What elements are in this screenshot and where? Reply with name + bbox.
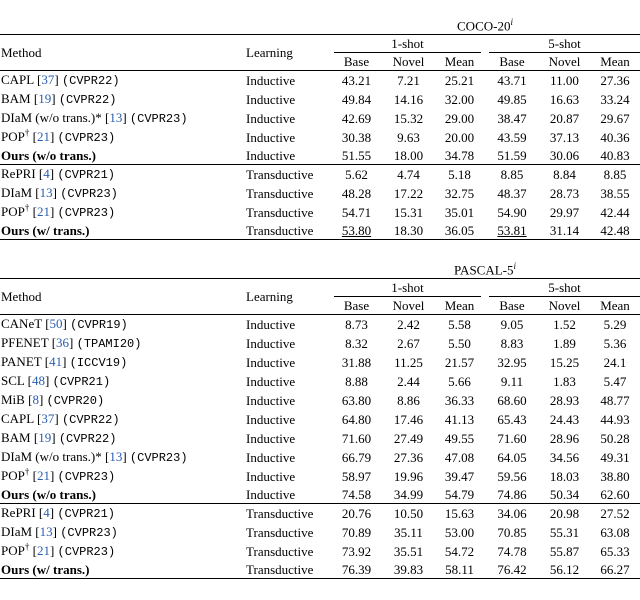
dagger-mark: † — [24, 203, 30, 213]
value-cell: 15.32 — [393, 111, 424, 127]
citation-link[interactable]: 37 — [41, 72, 55, 88]
learning-cell: Transductive — [246, 222, 330, 240]
venue-tag: (CVPR21) — [57, 507, 115, 522]
value-cell: 74.78 — [497, 544, 527, 560]
venue-tag: (ICCV19) — [69, 356, 128, 371]
metric-header: Novel — [548, 298, 581, 314]
value-cell: 5.47 — [603, 374, 627, 390]
value-cell: 39.47 — [444, 469, 475, 485]
value-cell: 51.59 — [497, 148, 527, 164]
value-cell: 8.85 — [485, 165, 539, 185]
value-cell: 66.79 — [341, 450, 372, 466]
value-cell: 9.11 — [500, 374, 524, 390]
table-row — [0, 147, 640, 165]
value-cell: 50.28 — [600, 431, 630, 447]
table-row — [0, 486, 640, 504]
method-cell: BAM [19] (CVPR22) — [1, 430, 117, 447]
method-name: CAPL — [1, 72, 34, 88]
value-cell: 62.60 — [600, 487, 630, 503]
value-cell: 1.52 — [539, 315, 590, 335]
value-cell: 18.03 — [549, 469, 580, 485]
method-name: DIaM (w/o trans.)* — [1, 110, 102, 126]
method-cell: BAM [19] (CVPR22) — [1, 91, 117, 108]
value-cell: 54.72 — [444, 544, 475, 560]
citation-link[interactable]: 21 — [36, 468, 50, 484]
learning-cell: Inductive — [246, 469, 296, 485]
table-row — [0, 429, 640, 448]
venue-tag: (CVPR23) — [129, 451, 188, 466]
learning-cell: Inductive — [246, 71, 330, 91]
value-cell: 24.1 — [603, 355, 627, 371]
table-body — [0, 71, 640, 240]
metric-header: Base — [499, 298, 525, 314]
value-cell: 8.73 — [330, 315, 383, 335]
learning-cell: Transductive — [246, 561, 330, 579]
method-cell: PFENET [36] (TPAMI20) — [1, 335, 142, 352]
method-cell: DIaM (w/o trans.)* [13] (CVPR23) — [1, 449, 188, 466]
value-cell: 7.21 — [383, 71, 434, 91]
value-cell: 33.24 — [600, 92, 630, 108]
value-cell: 74.86 — [497, 487, 527, 503]
method-name: PANET — [1, 354, 42, 370]
value-cell: 8.84 — [539, 165, 590, 185]
value-cell: 58.11 — [434, 561, 485, 579]
value-cell: 63.80 — [341, 393, 372, 409]
value-cell: 30.38 — [341, 130, 372, 146]
method-cell: RePRI [4] (CVPR21) — [0, 504, 246, 524]
value-cell: 68.60 — [497, 393, 527, 409]
method-cell: PANET [41] (ICCV19) — [1, 354, 128, 371]
method-cell: POP† [21] (CVPR23) — [1, 542, 116, 560]
venue-tag: (CVPR22) — [58, 432, 117, 447]
venue-tag: (CVPR19) — [70, 318, 128, 333]
value-cell: 27.49 — [393, 431, 424, 447]
value-cell: 20.00 — [444, 130, 475, 146]
value-cell: 11.25 — [394, 355, 423, 371]
method-cell: DIaM [13] (CVPR23) — [1, 185, 118, 202]
citation-link[interactable]: 13 — [109, 449, 123, 465]
value-cell: 1.89 — [553, 336, 576, 352]
table-row — [0, 90, 640, 109]
citation-link[interactable]: 37 — [41, 411, 55, 427]
value-cell: 5.18 — [434, 165, 485, 185]
value-cell: 20.87 — [549, 111, 580, 127]
value-cell: 11.00 — [539, 71, 590, 91]
value-cell: 5.62 — [330, 165, 383, 185]
table-row — [0, 222, 640, 240]
citation-link[interactable]: 4 — [43, 166, 50, 182]
value-cell: 65.33 — [600, 544, 630, 560]
value-cell: 1.83 — [553, 374, 576, 390]
value-cell: 58.97 — [341, 469, 372, 485]
venue-tag: (CVPR22) — [61, 74, 120, 89]
learning-cell: Inductive — [246, 315, 330, 335]
method-name: RePRI — [1, 166, 36, 182]
value-cell: 8.32 — [345, 336, 368, 352]
value-cell: 40.36 — [600, 130, 630, 146]
value-cell: 50.34 — [549, 487, 580, 503]
learning-cell: Inductive — [246, 130, 296, 146]
citation-link[interactable]: 21 — [36, 129, 50, 145]
learning-header: Learning — [246, 35, 330, 71]
value-cell: 54.71 — [341, 205, 372, 221]
dagger-mark: † — [24, 467, 30, 477]
method-header: Method — [0, 35, 246, 71]
learning-cell: Transductive — [246, 165, 330, 185]
table-row — [0, 165, 640, 185]
value-cell: 27.52 — [590, 504, 640, 524]
metric-header: Mean — [444, 54, 475, 70]
method-name: POP — [1, 129, 25, 145]
value-cell: 49.84 — [341, 92, 372, 108]
learning-cell: Inductive — [246, 393, 296, 409]
table-row — [0, 561, 640, 579]
venue-tag: (CVPR23) — [57, 470, 116, 485]
value-cell: 34.99 — [393, 487, 424, 503]
table-row — [0, 504, 640, 524]
method-name: CANeT — [1, 316, 42, 332]
method-name: CAPL — [1, 411, 34, 427]
value-cell: 19.96 — [393, 469, 424, 485]
table-row — [0, 410, 640, 429]
method-name: MiB — [1, 392, 25, 408]
learning-cell: Inductive — [246, 92, 296, 108]
value-cell: 35.01 — [444, 205, 475, 221]
value-cell: 65.43 — [497, 412, 527, 428]
value-cell: 17.22 — [393, 186, 424, 202]
value-cell: 5.58 — [434, 315, 485, 335]
table-row — [0, 542, 640, 561]
learning-cell: Inductive — [246, 412, 296, 428]
shot-header: 1-shot — [334, 279, 481, 297]
value-cell: 2.44 — [397, 374, 420, 390]
table-row — [0, 523, 640, 542]
value-cell: 20.98 — [539, 504, 590, 524]
coco-results-table — [0, 14, 640, 240]
learning-cell: Inductive — [246, 111, 296, 127]
learning-cell: Inductive — [246, 336, 296, 352]
learning-cell: Inductive — [246, 148, 296, 164]
value-cell: 32.75 — [444, 186, 475, 202]
value-cell: 56.12 — [539, 561, 590, 579]
learning-header: Learning — [246, 279, 330, 315]
value-cell: 73.92 — [341, 544, 372, 560]
value-cell: 5.66 — [448, 374, 471, 390]
value-cell: 51.55 — [341, 148, 372, 164]
value-cell: 70.85 — [497, 525, 527, 541]
value-cell: 18.00 — [393, 148, 424, 164]
value-cell: 20.76 — [330, 504, 383, 524]
citation-link[interactable]: 36 — [56, 335, 70, 351]
method-cell: DIaM (w/o trans.)* [13] (CVPR23) — [1, 110, 188, 127]
table-row — [0, 109, 640, 128]
value-cell: 32.95 — [497, 355, 527, 371]
method-cell — [0, 222, 246, 240]
value-cell: 59.56 — [497, 469, 527, 485]
value-cell: 34.78 — [444, 148, 475, 164]
value-cell: 29.67 — [600, 111, 630, 127]
method-name: Ours (w/o trans.) — [1, 487, 96, 503]
dagger-mark: † — [24, 542, 30, 552]
value-cell: 18.30 — [383, 222, 434, 240]
value-cell: 47.08 — [444, 450, 475, 466]
method-name: DIaM — [1, 524, 33, 540]
table-row — [0, 203, 640, 222]
value-cell: 71.60 — [341, 431, 372, 447]
venue-tag: (CVPR21) — [57, 168, 115, 183]
method-cell: MiB [8] (CVPR20) — [1, 392, 105, 409]
dataset-title: PASCAL-5$^i$ — [454, 261, 517, 278]
value-cell: 9.63 — [397, 130, 420, 146]
table-row — [0, 315, 640, 335]
value-cell: 36.05 — [434, 222, 485, 240]
metric-header: Novel — [548, 54, 581, 70]
method-cell: CAPL [37] (CVPR22) — [1, 411, 120, 428]
method-name: PFENET — [1, 335, 49, 351]
value-cell: 43.59 — [497, 130, 527, 146]
value-cell: 41.13 — [444, 412, 475, 428]
shot-header: 5-shot — [489, 279, 640, 297]
citation-link[interactable]: 50 — [49, 316, 63, 332]
value-cell: 8.86 — [397, 393, 420, 409]
metric-header: Base — [343, 298, 370, 314]
venue-tag: (CVPR23) — [57, 545, 116, 560]
value-cell: 66.27 — [590, 561, 640, 579]
value-cell: 29.00 — [444, 111, 475, 127]
citation-link[interactable]: 13 — [109, 110, 123, 126]
value-cell: 38.80 — [600, 469, 630, 485]
method-cell — [0, 147, 246, 165]
citation-link[interactable]: 21 — [36, 204, 50, 220]
learning-cell: Transductive — [246, 525, 314, 541]
metric-header: Base — [343, 54, 370, 70]
metric-header: Novel — [392, 54, 425, 70]
venue-tag: (CVPR21) — [52, 375, 111, 390]
value-cell: 49.55 — [444, 431, 475, 447]
shot-header: 1-shot — [334, 35, 481, 53]
value-cell: 54.90 — [497, 205, 527, 221]
venue-tag: (CVPR22) — [61, 413, 120, 428]
value-cell: 28.96 — [549, 431, 580, 447]
method-cell: DIaM [13] (CVPR23) — [1, 524, 118, 541]
dataset-title: COCO-20$^i$ — [457, 17, 513, 34]
method-cell: RePRI [4] (CVPR21) — [0, 165, 246, 185]
metric-header: Mean — [600, 54, 630, 70]
learning-cell: Inductive — [246, 431, 296, 447]
method-header: Method — [0, 279, 246, 315]
method-cell: POP† [21] (CVPR23) — [1, 128, 116, 146]
table-row — [0, 467, 640, 486]
value-cell: 55.87 — [549, 544, 580, 560]
table-row — [0, 353, 640, 372]
method-cell: CANeT [50] (CVPR19) — [0, 315, 246, 335]
value-cell: 43.71 — [485, 71, 539, 91]
value-cell: 42.48 — [590, 222, 640, 240]
value-cell: 29.97 — [549, 205, 580, 221]
method-name: DIaM (w/o trans.)* — [1, 449, 102, 465]
value-cell: 53.80 — [330, 222, 383, 240]
value-cell: 53.00 — [444, 525, 475, 541]
method-name: DIaM — [1, 185, 33, 201]
table-row — [0, 391, 640, 410]
learning-cell: Inductive — [246, 374, 296, 390]
learning-cell: Transductive — [246, 205, 314, 221]
value-cell: 38.55 — [600, 186, 630, 202]
value-cell: 15.25 — [549, 355, 580, 371]
citation-link[interactable]: 13 — [39, 524, 53, 540]
value-cell: 43.21 — [330, 71, 383, 91]
learning-cell: Transductive — [246, 544, 314, 560]
value-cell: 5.29 — [590, 315, 640, 335]
value-cell: 15.31 — [393, 205, 424, 221]
metric-header: Mean — [600, 298, 630, 314]
metric-header: Base — [499, 54, 525, 70]
value-cell: 71.60 — [497, 431, 527, 447]
value-cell: 8.85 — [590, 165, 640, 185]
learning-cell: Inductive — [246, 355, 296, 371]
value-cell: 17.46 — [393, 412, 424, 428]
method-name: BAM — [1, 430, 31, 446]
value-cell: 27.36 — [393, 450, 424, 466]
value-cell: 70.89 — [341, 525, 372, 541]
method-name: POP — [1, 543, 25, 559]
method-cell: SCL [48] (CVPR21) — [1, 373, 111, 390]
value-cell: 54.79 — [444, 487, 475, 503]
value-cell: 49.85 — [497, 92, 527, 108]
citation-link[interactable]: 21 — [36, 543, 50, 559]
venue-tag: (CVPR23) — [60, 526, 118, 541]
value-cell: 38.47 — [497, 111, 527, 127]
value-cell: 14.16 — [393, 92, 424, 108]
value-cell: 16.63 — [549, 92, 580, 108]
value-cell: 31.14 — [539, 222, 590, 240]
value-cell: 28.73 — [549, 186, 580, 202]
pascal-results-table — [0, 258, 640, 579]
value-cell: 48.77 — [600, 393, 630, 409]
citation-link[interactable]: 48 — [31, 373, 45, 389]
value-cell: 76.39 — [330, 561, 383, 579]
method-name: Ours (w/o trans.) — [1, 148, 96, 164]
learning-cell: Inductive — [246, 450, 296, 466]
value-cell: 64.80 — [341, 412, 372, 428]
value-cell: 34.06 — [485, 504, 539, 524]
table-row — [0, 184, 640, 203]
value-cell: 10.50 — [383, 504, 434, 524]
value-cell: 74.58 — [341, 487, 372, 503]
value-cell: 5.50 — [448, 336, 471, 352]
value-cell: 42.69 — [341, 111, 372, 127]
value-cell: 42.44 — [600, 205, 630, 221]
method-cell: POP† [21] (CVPR23) — [1, 467, 116, 485]
value-cell: 5.36 — [603, 336, 627, 352]
venue-tag: (CVPR23) — [129, 112, 188, 127]
method-name: POP — [1, 204, 25, 220]
method-name: RePRI — [1, 505, 36, 521]
method-name: POP — [1, 468, 25, 484]
citation-link[interactable]: 19 — [38, 430, 52, 446]
value-cell: 44.93 — [600, 412, 630, 428]
venue-tag: (TPAMI20) — [76, 337, 142, 352]
value-cell: 55.31 — [549, 525, 580, 541]
value-cell: 31.88 — [341, 355, 372, 371]
method-name: BAM — [1, 91, 31, 107]
citation-link[interactable]: 19 — [38, 91, 52, 107]
learning-cell: Transductive — [246, 504, 330, 524]
method-name: Ours (w/ trans.) — [1, 562, 90, 578]
venue-tag: (CVPR20) — [46, 394, 105, 409]
value-cell: 28.93 — [549, 393, 580, 409]
value-cell: 48.37 — [497, 186, 527, 202]
value-cell: 63.08 — [600, 525, 630, 541]
value-cell: 34.56 — [549, 450, 580, 466]
venue-tag: (CVPR23) — [57, 206, 116, 221]
value-cell: 15.63 — [434, 504, 485, 524]
value-cell: 35.11 — [394, 525, 423, 541]
method-cell: CAPL [37] (CVPR22) — [0, 71, 246, 91]
table-row — [0, 71, 640, 91]
learning-cell: Inductive — [246, 487, 296, 503]
value-cell: 9.05 — [485, 315, 539, 335]
value-cell: 8.83 — [500, 336, 524, 352]
table-row — [0, 372, 640, 391]
value-cell: 30.06 — [549, 148, 580, 164]
table-body — [0, 315, 640, 579]
metric-header: Novel — [392, 298, 425, 314]
table-row — [0, 334, 640, 353]
method-cell — [0, 561, 246, 579]
value-cell: 2.42 — [383, 315, 434, 335]
venue-tag: (CVPR23) — [60, 187, 118, 202]
value-cell: 35.51 — [393, 544, 424, 560]
value-cell: 32.00 — [444, 92, 475, 108]
value-cell: 27.36 — [590, 71, 640, 91]
citation-link[interactable]: 4 — [43, 505, 50, 521]
method-cell — [0, 486, 246, 504]
value-cell: 40.83 — [600, 148, 630, 164]
venue-tag: (CVPR23) — [57, 131, 116, 146]
value-cell: 8.88 — [345, 374, 368, 390]
learning-cell: Transductive — [246, 186, 314, 202]
method-name: SCL — [1, 373, 25, 389]
value-cell: 48.28 — [341, 186, 372, 202]
value-cell: 39.83 — [383, 561, 434, 579]
table-row — [0, 128, 640, 147]
value-cell: 36.33 — [444, 393, 475, 409]
method-name: Ours (w/ trans.) — [1, 223, 90, 239]
metric-header: Mean — [444, 298, 475, 314]
shot-header: 5-shot — [489, 35, 640, 53]
citation-link[interactable]: 8 — [32, 392, 39, 408]
venue-tag: (CVPR22) — [58, 93, 117, 108]
value-cell: 64.05 — [497, 450, 527, 466]
value-cell: 24.43 — [549, 412, 580, 428]
value-cell: 4.74 — [383, 165, 434, 185]
citation-link[interactable]: 13 — [39, 185, 53, 201]
value-cell: 49.31 — [600, 450, 630, 466]
citation-link[interactable]: 41 — [49, 354, 63, 370]
value-cell: 2.67 — [397, 336, 420, 352]
value-cell: 21.57 — [444, 355, 475, 371]
value-cell: 76.42 — [485, 561, 539, 579]
value-cell: 53.81 — [485, 222, 539, 240]
value-cell: 25.21 — [434, 71, 485, 91]
value-cell: 37.13 — [549, 130, 580, 146]
method-cell: POP† [21] (CVPR23) — [1, 203, 116, 221]
dagger-mark: † — [24, 128, 30, 138]
table-row — [0, 448, 640, 467]
